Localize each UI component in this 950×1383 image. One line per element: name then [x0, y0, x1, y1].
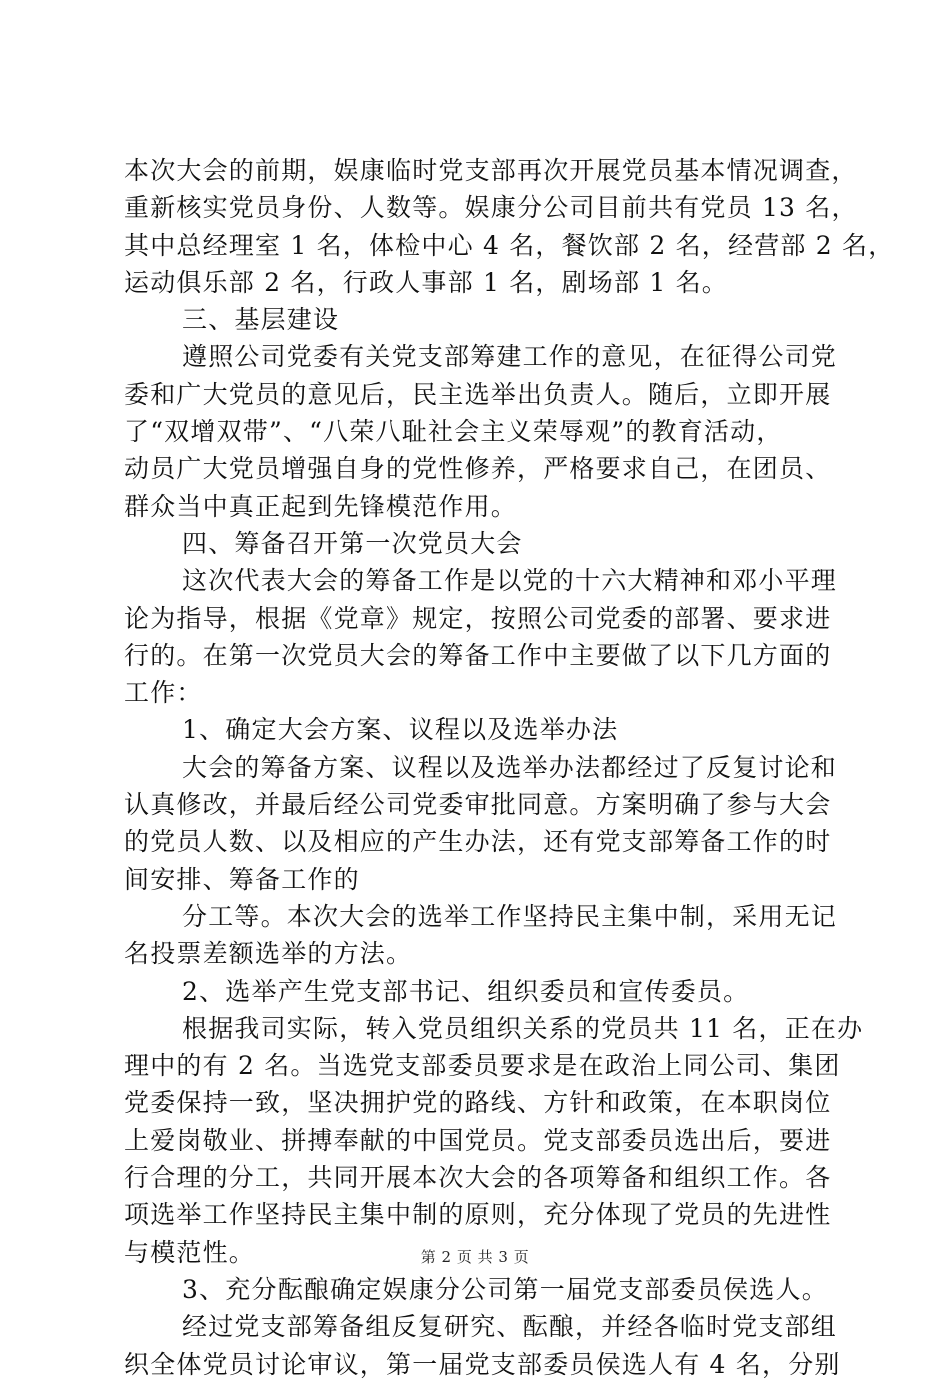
text-line: 四、筹备召开第一次党员大会	[182, 528, 523, 558]
text-line: 织全体党员讨论审议，第一届党支部委员侯选人有 4 名，分别	[124, 1349, 841, 1379]
text-line: 行合理的分工，共同开展本次大会的各项筹备和组织工作。各	[124, 1163, 832, 1193]
text-line: 间安排、筹备工作的	[124, 864, 360, 894]
text-line: 其中总经理室 1 名，体检中心 4 名，餐饮部 2 名，经营部 2 名，	[124, 230, 895, 260]
text-line: 根据我司实际，转入党员组织关系的党员共 11 名，正在办	[182, 1013, 864, 1043]
text-line: 重新核实党员身份、人数等。娱康分公司目前共有党员 13 名，	[124, 193, 858, 223]
document-body	[124, 152, 895, 1383]
text-line: 1、确定大会方案、议程以及选举办法	[182, 715, 619, 745]
text-line: 的党员人数、以及相应的产生办法，还有党支部筹备工作的时	[124, 827, 832, 857]
text-line: 项选举工作坚持民主集中制的原则，充分体现了党员的先进性	[124, 1200, 832, 1230]
text-line: 大会的筹备方案、议程以及选举办法都经过了反复讨论和	[182, 752, 838, 782]
text-line: 行的。在第一次党员大会的筹备工作中主要做了以下几方面的	[124, 640, 832, 670]
text-line: 这次代表大会的筹备工作是以党的十六大精神和邓小平理	[182, 566, 838, 596]
text-line: 经过党支部筹备组反复研究、酝酿，并经各临时党支部组	[182, 1312, 838, 1342]
text-line: 理中的有 2 名。当选党支部委员要求是在政治上同公司、集团	[124, 1051, 841, 1081]
text-line: 3、充分酝酿确定娱康分公司第一届党支部委员侯选人。	[182, 1274, 828, 1304]
text-line: 动员广大党员增强自身的党性修养，严格要求自己，在团员、	[124, 454, 832, 484]
text-line: 认真修改，并最后经公司党委审批同意。方案明确了参与大会	[124, 790, 832, 820]
text-line: 三、基层建设	[182, 305, 340, 335]
text-line: 论为指导，根据《党章》规定，按照公司党委的部署、要求进	[124, 603, 832, 633]
text-line: 工作：	[124, 678, 203, 708]
text-line: 了“双增双带”、“八荣八耻社会主义荣辱观”的教育活动，	[124, 417, 783, 447]
text-line: 运动俱乐部 2 名，行政人事部 1 名，剧场部 1 名。	[124, 267, 728, 297]
page-footer: 第 2 页 共 3 页	[420, 1248, 530, 1266]
text-line: 群众当中真正起到先锋模范作用。	[124, 491, 518, 521]
text-line: 分工等。本次大会的选举工作坚持民主集中制，采用无记	[182, 901, 838, 931]
text-line: 2、选举产生党支部书记、组织委员和宣传委员。	[182, 976, 750, 1006]
text-line: 委和广大党员的意见后，民主选举出负责人。随后，立即开展	[124, 379, 832, 409]
text-line: 与模范性。	[124, 1237, 256, 1267]
text-line: 名投票差额选举的方法。	[124, 939, 413, 969]
text-line: 本次大会的前期，娱康临时党支部再次开展党员基本情况调查，	[124, 156, 858, 185]
text-line: 遵照公司党委有关党支部筹建工作的意见，在征得公司党	[182, 342, 838, 372]
text-line: 党委保持一致，坚决拥护党的路线、方针和政策，在本职岗位	[124, 1088, 832, 1118]
text-line: 上爱岗敬业、拼搏奉献的中国党员。党支部委员选出后，要进	[124, 1125, 832, 1155]
